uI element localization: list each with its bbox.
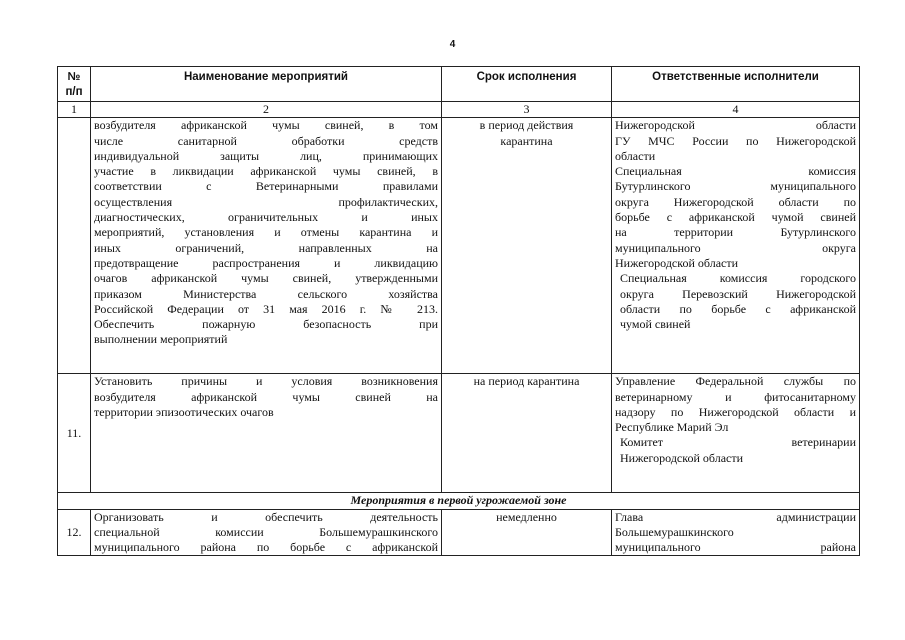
- col-number-1: 1: [58, 102, 91, 118]
- text-line: округа Перевозский Нижегородской: [620, 286, 856, 301]
- measure-text: [91, 374, 442, 493]
- text-line: Управление Федеральной службы по: [615, 374, 856, 389]
- row-number: [58, 118, 91, 374]
- text-line: борьбе с африканской чумой свиней: [615, 210, 856, 225]
- row-number: 12.: [58, 509, 91, 556]
- section-row: [58, 493, 860, 509]
- responsible-lines-2: [615, 435, 856, 466]
- col-number-4: 4: [612, 102, 860, 118]
- responsible-lines-2: [615, 271, 856, 332]
- text-line: муниципального района: [615, 540, 856, 555]
- text-line: участие в ликвидации африканской чумы свиней, в: [94, 164, 438, 179]
- text-line: Организовать и обеспечить деятельность: [94, 509, 438, 524]
- header-row: [58, 67, 860, 102]
- text-line: в период действия: [479, 118, 574, 133]
- text-line: области: [615, 148, 656, 163]
- responsible-cell: [612, 118, 860, 374]
- text-line: округа Нижегородской области по: [615, 194, 856, 209]
- header-term: Срок исполнения: [442, 67, 612, 102]
- table-row-11: [58, 374, 860, 493]
- text-line: Специальная комиссия городского: [620, 271, 856, 286]
- text-line: Республике Марий Эл: [615, 420, 729, 435]
- responsible-cell: [612, 374, 860, 493]
- col-number-3: 3: [442, 102, 612, 118]
- term-lines: [445, 118, 608, 149]
- header-responsible: Ответственные исполнители: [612, 67, 860, 102]
- text-line: числе санитарной обработки средств: [94, 133, 438, 148]
- responsible-lines: [615, 510, 856, 556]
- table-row-12: [58, 509, 860, 556]
- text-line: индивидуальной защиты лиц, принимающих: [94, 148, 438, 163]
- header-number: № п/п: [58, 67, 91, 102]
- text-line: диагностических, ограничительных и иных: [94, 210, 438, 225]
- text-line: Глава администрации: [615, 509, 856, 524]
- text-line: Комитет ветеринарии: [620, 435, 856, 450]
- text-line: Установить причины и условия возникновения: [94, 374, 438, 389]
- responsible-lines: [615, 374, 856, 435]
- text-line: иных ограничений, направленных на: [94, 240, 438, 255]
- col-number-2: 2: [91, 102, 442, 118]
- table-row-continued: [58, 118, 860, 374]
- text-line: очагов африканской чумы свиней, утвержденными: [94, 271, 438, 286]
- text-line: осуществления профилактических,: [94, 194, 438, 209]
- text-line: муниципального района по борьбе с африканской: [94, 540, 438, 555]
- text-line: территории эпизоотических очагов: [94, 404, 274, 419]
- text-line: надзору по Нижегородской области и: [615, 404, 856, 419]
- term-cell: [442, 118, 612, 374]
- text-line: ГУ МЧС России по Нижегородской: [615, 133, 856, 148]
- text-line: Большемурашкинского: [615, 524, 734, 539]
- text-line: мероприятий, установления и отмены карантина и: [94, 225, 438, 240]
- text-line: возбудителя африканской чумы свиней на: [94, 389, 438, 404]
- measure-text-lines: [94, 510, 438, 556]
- text-line: муниципального округа: [615, 240, 856, 255]
- text-line: Нижегородской области: [615, 118, 856, 133]
- term-cell: немедленно: [442, 509, 612, 556]
- text-line: соответствии с Ветеринарными правилами: [94, 179, 438, 194]
- term-cell: на период карантина: [442, 374, 612, 493]
- text-line: на территории Бутурлинского: [615, 225, 856, 240]
- row-number: 11.: [58, 374, 91, 493]
- text-line: предотвращение распространения и ликвидацию: [94, 255, 438, 270]
- measures-table: [57, 66, 860, 556]
- text-line: Обеспечить пожарную безопасность при: [94, 317, 438, 332]
- text-line: возбудителя африканской чумы свиней, в том: [94, 118, 438, 133]
- text-line: Специальная комиссия: [615, 164, 856, 179]
- measure-text: [91, 118, 442, 374]
- text-line: карантина: [500, 133, 553, 148]
- text-line: Нижегородской области: [620, 450, 744, 465]
- text-line: Бутурлинского муниципального: [615, 179, 856, 194]
- text-line: чумой свиней: [620, 317, 691, 332]
- page-number: 4: [449, 39, 456, 50]
- measure-text-lines: [94, 374, 438, 420]
- text-line: области по борьбе с африканской: [620, 301, 856, 316]
- section-title: [58, 493, 860, 509]
- section-title-text: Мероприятия в первой угрожаемой зоне: [350, 493, 567, 508]
- measure-text-lines: [94, 118, 438, 347]
- responsible-cell: [612, 509, 860, 556]
- text-line: ветеринарному и фитосанитарному: [615, 389, 856, 404]
- text-line: Российской Федерации от 31 мая 2016 г. № 213.: [94, 301, 438, 316]
- text-line: специальной комиссии Большемурашкинского: [94, 524, 438, 539]
- text-line: Нижегородской области: [615, 255, 739, 270]
- measure-text: [91, 509, 442, 556]
- header-measures: Наименование мероприятий: [91, 67, 442, 102]
- column-number-row: [58, 102, 860, 118]
- text-line: приказом Министерства сельского хозяйства: [94, 286, 438, 301]
- responsible-lines: [615, 118, 856, 271]
- text-line: выполнении мероприятий: [94, 332, 228, 347]
